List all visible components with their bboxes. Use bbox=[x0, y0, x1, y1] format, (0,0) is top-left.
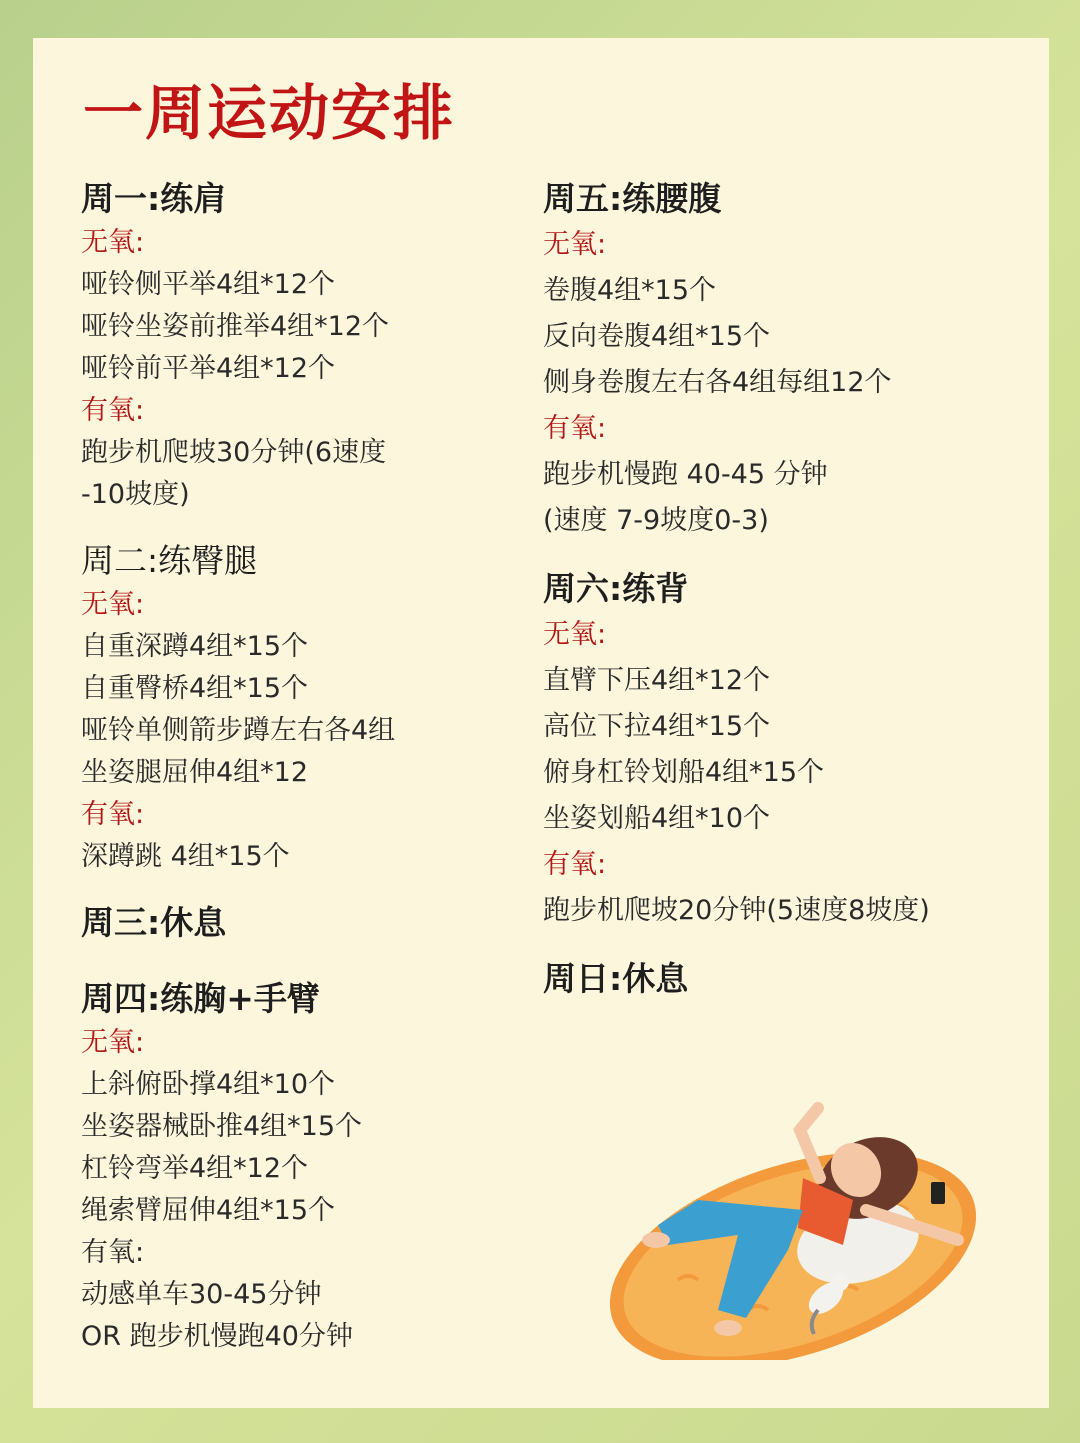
exercise-item: 哑铃坐姿前推举4组*12个 bbox=[81, 311, 390, 342]
aerobic-label: 有氧: bbox=[81, 1237, 145, 1268]
day-thursday bbox=[81, 978, 541, 1358]
exercise-item: 绳索臂屈伸4组*15个 bbox=[81, 1195, 336, 1226]
day-heading: 周六:练背 bbox=[543, 569, 689, 608]
day-friday bbox=[543, 178, 1033, 544]
exercise-item: 自重臀桥4组*15个 bbox=[81, 673, 309, 704]
exercise-item: 自重深蹲4组*15个 bbox=[81, 631, 309, 662]
exercise-item: 坐姿划船4组*10个 bbox=[543, 803, 771, 834]
exercise-item: 坐姿器械卧推4组*15个 bbox=[81, 1111, 363, 1142]
exercise-item: 俯身杠铃划船4组*15个 bbox=[543, 757, 825, 788]
aerobic-label: 有氧: bbox=[81, 799, 145, 830]
anaerobic-label: 无氧: bbox=[543, 229, 607, 260]
exercise-item: 反向卷腹4组*15个 bbox=[543, 321, 771, 352]
exercise-item: -10坡度) bbox=[81, 479, 190, 510]
day-heading: 周五:练腰腹 bbox=[543, 179, 722, 218]
exercise-item: 上斜俯卧撑4组*10个 bbox=[81, 1069, 336, 1100]
page-title: 一周运动安排 bbox=[83, 79, 455, 149]
schedule-card bbox=[33, 38, 1049, 1408]
exercise-item: 深蹲跳 4组*15个 bbox=[81, 841, 290, 872]
exercise-item: 侧身卷腹左右各4组每组12个 bbox=[543, 367, 892, 398]
anaerobic-label: 无氧: bbox=[81, 227, 145, 258]
aerobic-label: 有氧: bbox=[543, 413, 607, 444]
exercise-item: 高位下拉4组*15个 bbox=[543, 711, 771, 742]
day-heading: 周二:练臀腿 bbox=[81, 541, 258, 580]
exercise-item: 直臂下压4组*12个 bbox=[543, 665, 771, 696]
anaerobic-label: 无氧: bbox=[81, 1027, 145, 1058]
day-saturday bbox=[543, 568, 1033, 934]
aerobic-label: 有氧: bbox=[543, 849, 607, 880]
day-sunday bbox=[543, 958, 1033, 1000]
right-column bbox=[543, 178, 1033, 1034]
anaerobic-label: 无氧: bbox=[543, 619, 607, 650]
exercise-item: (速度 7-9坡度0-3) bbox=[543, 505, 769, 536]
day-wednesday bbox=[81, 902, 541, 944]
exercise-item: 坐姿腿屈伸4组*12 bbox=[81, 757, 309, 788]
day-monday bbox=[81, 178, 541, 516]
day-heading: 周三:休息 bbox=[81, 903, 227, 942]
exercise-item: 哑铃单侧箭步蹲左右各4组 bbox=[81, 715, 396, 746]
exercise-item: 卷腹4组*15个 bbox=[543, 275, 717, 306]
anaerobic-label: 无氧: bbox=[81, 589, 145, 620]
day-heading: 周四:练胸+手臂 bbox=[81, 979, 320, 1018]
day-heading: 周日:休息 bbox=[543, 959, 689, 998]
exercise-item: 跑步机爬坡30分钟(6速度 bbox=[81, 437, 387, 468]
woman-resting-illustration bbox=[588, 1060, 988, 1360]
aerobic-label: 有氧: bbox=[81, 395, 145, 426]
day-tuesday bbox=[81, 540, 541, 878]
exercise-item: OR 跑步机慢跑40分钟 bbox=[81, 1321, 353, 1352]
exercise-item: 动感单车30-45分钟 bbox=[81, 1279, 322, 1310]
exercise-item: 杠铃弯举4组*12个 bbox=[81, 1153, 309, 1184]
exercise-item: 哑铃前平举4组*12个 bbox=[81, 353, 336, 384]
day-heading: 周一:练肩 bbox=[81, 179, 227, 218]
exercise-item: 跑步机爬坡20分钟(5速度8坡度) bbox=[543, 895, 930, 926]
left-column bbox=[81, 178, 541, 1382]
exercise-item: 跑步机慢跑 40-45 分钟 bbox=[543, 459, 828, 490]
exercise-item: 哑铃侧平举4组*12个 bbox=[81, 269, 336, 300]
